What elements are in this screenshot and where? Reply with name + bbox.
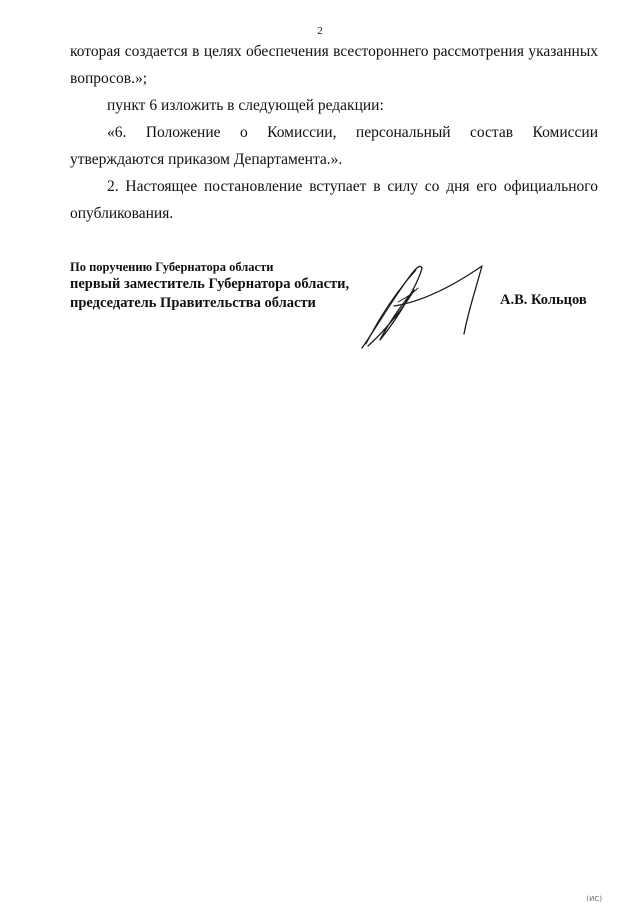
paragraph-item-6-text: «6. Положение о Комиссии, персональный состав Комиссии утверждаются приказом Департамента.». bbox=[70, 124, 598, 168]
signer-position-2: председатель Правительства области bbox=[70, 295, 316, 311]
paragraph-continuation: которая создается в целях обеспечения всестороннего рассмотрения указанных вопросов.»; bbox=[70, 43, 598, 87]
document-body bbox=[70, 38, 598, 227]
signer-name: А.В. Кольцов bbox=[500, 292, 587, 308]
signature-title-block bbox=[70, 259, 370, 313]
paragraph-item-6-intro: пункт 6 изложить в следующей редакции: bbox=[107, 97, 384, 114]
footer-mark: (ИС) bbox=[586, 895, 602, 903]
signer-position-1: первый заместитель Губернатора области, bbox=[70, 276, 350, 292]
paragraph-effective-date: 2. Настоящее постановление вступает в силу со дня его официального опубликования. bbox=[70, 178, 598, 222]
signer-mandate: По поручению Губернатора области bbox=[70, 260, 274, 274]
page-number: 2 bbox=[317, 25, 323, 37]
handwritten-signature bbox=[358, 258, 490, 350]
